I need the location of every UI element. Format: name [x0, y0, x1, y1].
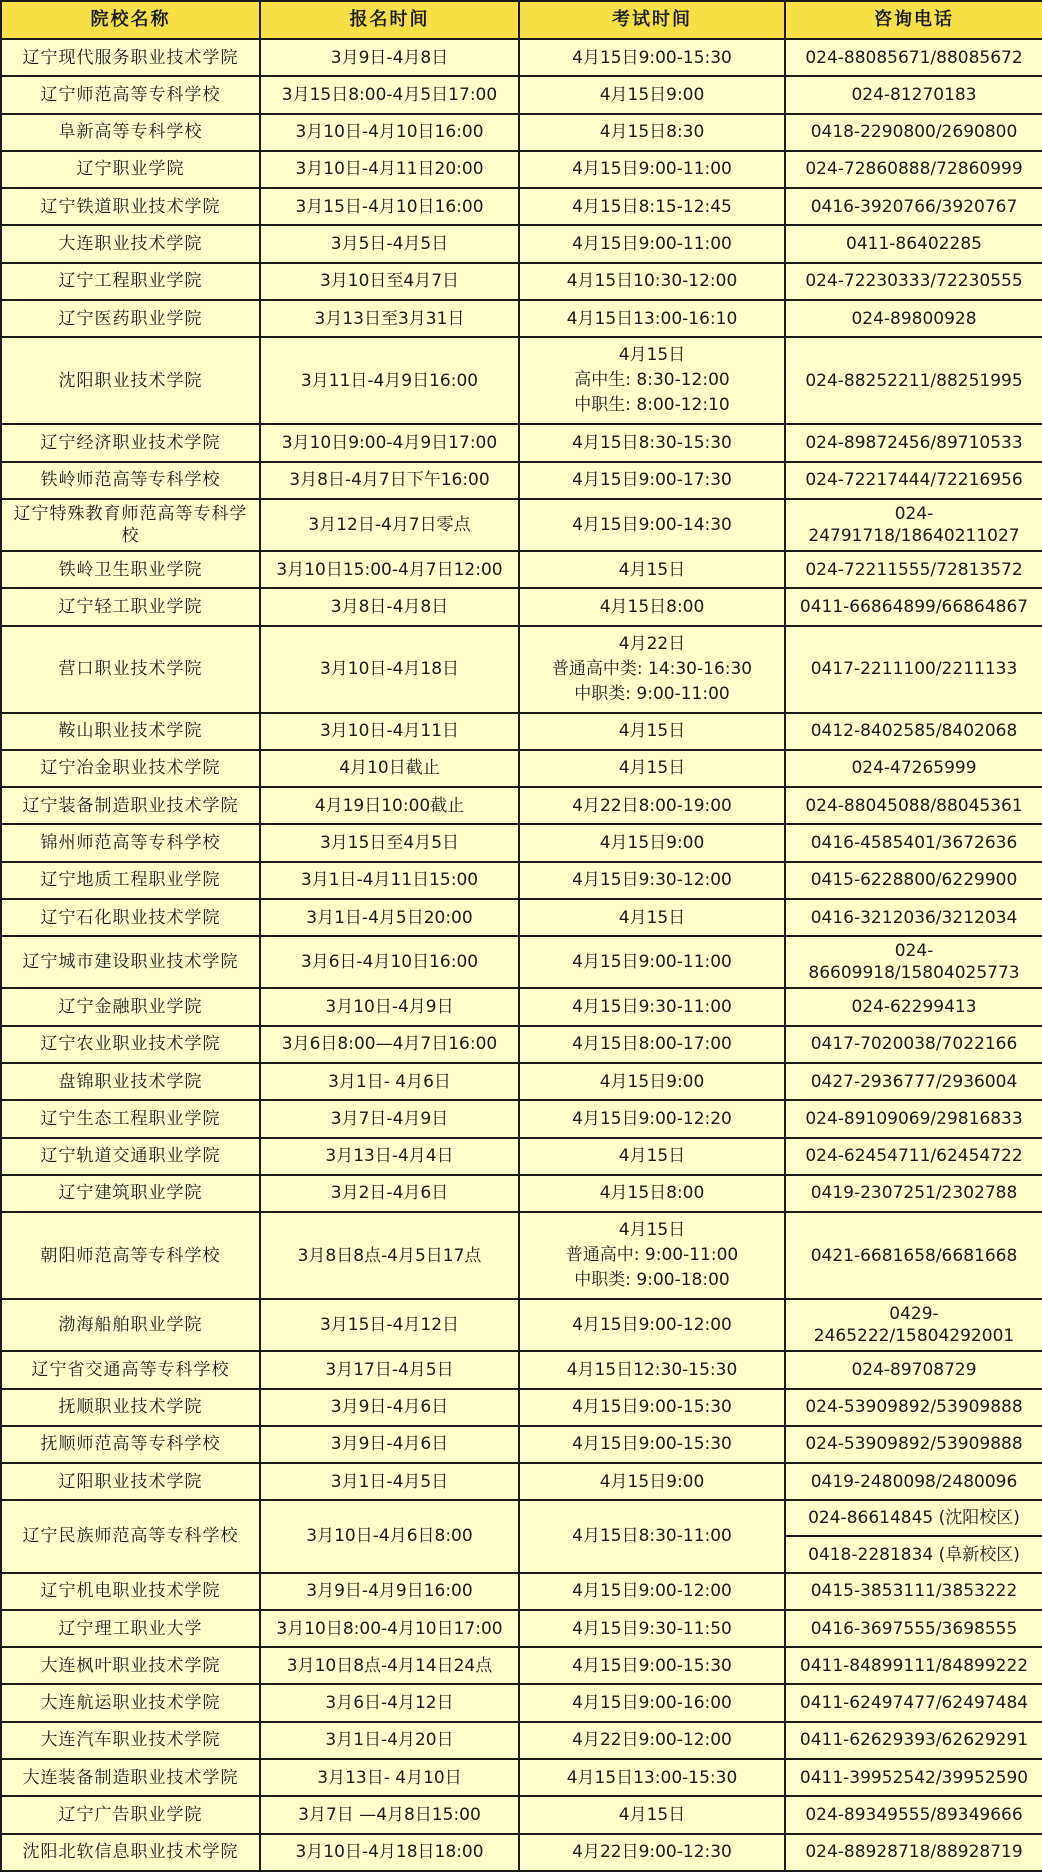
- exam-time-line: 4月15日8:30: [599, 122, 705, 143]
- table-row: [1, 1834, 1042, 1871]
- exam-time-line: 4月15日: [618, 758, 686, 779]
- phone-cell: 024-89708729: [785, 1351, 1042, 1388]
- exam-time-line: 4月15日9:00-11:00: [572, 952, 732, 973]
- exam-time-line: 4月15日: [618, 1220, 686, 1241]
- exam-time-cell: [519, 588, 785, 625]
- exam-time-line: 高中生: 8:30-12:00: [574, 370, 730, 391]
- table-row: [1, 588, 1042, 625]
- registration-time-cell: 3月8日-4月8日: [260, 588, 519, 625]
- school-name-cell: 辽宁特殊教育师范高等专科学校: [1, 499, 260, 551]
- table-row: [1, 1426, 1042, 1463]
- exam-time-cell: [519, 1610, 785, 1647]
- school-name-cell: 辽阳职业技术学院: [1, 1463, 260, 1500]
- exam-time-cell: [519, 1684, 785, 1721]
- registration-time-cell: 3月8日-4月7日下午16:00: [260, 462, 519, 499]
- school-name-cell: 营口职业技术学院: [1, 626, 260, 713]
- registration-time-cell: 3月17日-4月5日: [260, 1351, 519, 1388]
- table-row: [1, 76, 1042, 113]
- exam-time-line: 4月15日13:00-16:10: [566, 308, 738, 329]
- phone-cell: 0416-4585401/3672636: [785, 824, 1042, 861]
- registration-time-cell: 3月13日-4月4日: [260, 1138, 519, 1175]
- exam-time-cell: [519, 1026, 785, 1063]
- table-row: [1, 824, 1042, 861]
- phone-cell: 024-47265999: [785, 750, 1042, 787]
- table-row: [1, 263, 1042, 300]
- exam-time-line: 4月15日: [618, 721, 686, 742]
- exam-time-cell: [519, 750, 785, 787]
- exam-time-cell: [519, 1212, 785, 1299]
- school-name-cell: 沈阳北软信息职业技术学院: [1, 1834, 260, 1871]
- phone-cell: 024-88085671/88085672: [785, 39, 1042, 76]
- phone-cell: 0419-2480098/2480096: [785, 1463, 1042, 1500]
- school-name-cell: 辽宁建筑职业学院: [1, 1175, 260, 1212]
- exam-time-cell: [519, 1500, 785, 1572]
- registration-time-cell: 3月6日-4月10日16:00: [260, 936, 519, 988]
- registration-time-cell: 3月15日-4月10日16:00: [260, 188, 519, 225]
- phone-cell: 024-72230333/72230555: [785, 263, 1042, 300]
- registration-time-cell: 3月12日-4月7日零点: [260, 499, 519, 551]
- phone-cell: 024-89800928: [785, 300, 1042, 337]
- exam-time-cell: [519, 1796, 785, 1833]
- table-row: [1, 1063, 1042, 1100]
- registration-time-cell: 3月10日8点-4月14日24点: [260, 1647, 519, 1684]
- school-name-cell: 辽宁民族师范高等专科学校: [1, 1500, 260, 1572]
- exam-time-cell: [519, 263, 785, 300]
- registration-time-cell: 3月1日-4月5日: [260, 1463, 519, 1500]
- exam-time-line: 4月15日9:00-11:00: [572, 234, 732, 254]
- exam-time-cell: [519, 1299, 785, 1351]
- exam-time-line: 4月15日9:00-14:30: [572, 514, 732, 535]
- registration-time-cell: 3月15日8:00-4月5日17:00: [260, 76, 519, 113]
- exam-time-line: 4月15日9:30-11:00: [572, 996, 732, 1017]
- table-row: [1, 1351, 1042, 1388]
- registration-time-cell: 4月19日10:00截止: [260, 787, 519, 824]
- school-name-cell: 辽宁生态工程职业学院: [1, 1100, 260, 1137]
- exam-time-cell: [519, 936, 785, 988]
- exam-time-cell: [519, 462, 785, 499]
- school-name-cell: 阜新高等专科学校: [1, 114, 260, 151]
- school-name-cell: 辽宁轨道交通职业学院: [1, 1138, 260, 1175]
- phone-cell: 0411-66864899/66864867: [785, 588, 1042, 625]
- table-row: [1, 936, 1042, 988]
- exam-time-line: 4月15日9:00-12:00: [572, 1315, 732, 1336]
- exam-time-line: 4月15日8:00-17:00: [572, 1034, 732, 1055]
- header-exam-time: 考试时间: [519, 1, 785, 39]
- phone-cell: 024-24791718/18640211027: [785, 499, 1042, 551]
- registration-time-cell: 4月10日截止: [260, 750, 519, 787]
- school-name-cell: 辽宁职业学院: [1, 151, 260, 188]
- exam-time-line: 4月22日: [618, 633, 686, 654]
- exam-time-line: 4月15日8:30-15:30: [572, 432, 732, 453]
- registration-time-cell: 3月5日-4月5日: [260, 225, 519, 262]
- exam-time-cell: [519, 151, 785, 188]
- exam-time-line: 4月15日: [618, 907, 686, 928]
- phone-cell: 024-62454711/62454722: [785, 1138, 1042, 1175]
- school-name-cell: 大连装备制造职业技术学院: [1, 1759, 260, 1796]
- table-row: [1, 1573, 1042, 1610]
- table-row: [1, 713, 1042, 750]
- phone-cell: 0411-62497477/62497484: [785, 1684, 1042, 1721]
- school-name-cell: 辽宁轻工职业学院: [1, 588, 260, 625]
- registration-time-cell: 3月1日-4月20日: [260, 1722, 519, 1759]
- phone-cell: 024-72217444/72216956: [785, 462, 1042, 499]
- registration-time-cell: 3月10日15:00-4月7日12:00: [260, 551, 519, 588]
- table-row: [1, 750, 1042, 787]
- exam-time-line: 4月15日9:00-12:00: [572, 1581, 732, 1602]
- school-name-cell: 辽宁装备制造职业技术学院: [1, 787, 260, 824]
- phone-cell: 0416-3920766/3920767: [785, 188, 1042, 225]
- exam-time-line: 4月15日: [618, 1804, 686, 1825]
- registration-time-cell: 3月7日-4月9日: [260, 1100, 519, 1137]
- registration-time-cell: 3月8日8点-4月5日17点: [260, 1212, 519, 1299]
- exam-time-cell: [519, 225, 785, 262]
- table-row: [1, 1647, 1042, 1684]
- exam-time-line: 4月15日9:00: [599, 1471, 705, 1492]
- registration-time-cell: 3月10日-4月18日18:00: [260, 1834, 519, 1871]
- school-name-cell: 辽宁农业职业技术学院: [1, 1026, 260, 1063]
- phone-cell: 0412-8402585/8402068: [785, 713, 1042, 750]
- exam-time-line: 4月15日9:30-11:50: [572, 1618, 732, 1639]
- exam-time-line: 4月22日8:00-19:00: [572, 795, 732, 816]
- phone-cell: 0419-2307251/2302788: [785, 1175, 1042, 1212]
- table-row: [1, 114, 1042, 151]
- exam-time-cell: [519, 337, 785, 424]
- phone-cell: 024-86609918/15804025773: [785, 936, 1042, 988]
- exam-time-line: 4月15日13:00-15:30: [566, 1767, 738, 1788]
- exam-time-cell: [519, 1063, 785, 1100]
- exam-time-line: 4月15日9:00-15:30: [572, 1397, 732, 1418]
- exam-time-cell: [519, 862, 785, 899]
- phone-cell: 024-88928718/88928719: [785, 1834, 1042, 1871]
- exam-time-line: 普通高中类: 14:30-16:30: [551, 658, 753, 679]
- exam-time-line: 4月15日: [618, 1146, 686, 1167]
- registration-time-cell: 3月9日-4月6日: [260, 1426, 519, 1463]
- registration-time-cell: 3月6日8:00—4月7日16:00: [260, 1026, 519, 1063]
- registration-time-cell: 3月15日-4月12日: [260, 1299, 519, 1351]
- registration-time-cell: 3月11日-4月9日16:00: [260, 337, 519, 424]
- registration-time-cell: 3月10日-4月18日: [260, 626, 519, 713]
- table-row: [1, 1500, 1042, 1536]
- phone-cell: 024-81270183: [785, 76, 1042, 113]
- phone-cell: 0429-2465222/15804292001: [785, 1299, 1042, 1351]
- table-row: [1, 626, 1042, 713]
- exam-time-cell: [519, 1426, 785, 1463]
- school-name-cell: 大连航运职业技术学院: [1, 1684, 260, 1721]
- school-name-cell: 辽宁广告职业学院: [1, 1796, 260, 1833]
- school-name-cell: 辽宁金融职业学院: [1, 988, 260, 1025]
- exam-time-line: 4月15日8:15-12:45: [572, 196, 732, 217]
- table-row: [1, 899, 1042, 936]
- phone-cell: 0427-2936777/2936004: [785, 1063, 1042, 1100]
- table-row: [1, 1684, 1042, 1721]
- phone-cell: 024-86614845 (沈阳校区): [785, 1500, 1042, 1536]
- exam-time-cell: [519, 1834, 785, 1871]
- table-row: [1, 1026, 1042, 1063]
- school-name-cell: 抚顺师范高等专科学校: [1, 1426, 260, 1463]
- exam-time-line: 4月15日9:00-15:30: [572, 1655, 732, 1676]
- registration-time-cell: 3月10日-4月10日16:00: [260, 114, 519, 151]
- school-name-cell: 大连汽车职业技术学院: [1, 1722, 260, 1759]
- table-row: [1, 424, 1042, 461]
- table-row: [1, 1796, 1042, 1833]
- school-name-cell: 铁岭师范高等专科学校: [1, 462, 260, 499]
- registration-time-cell: 3月10日-4月9日: [260, 988, 519, 1025]
- school-name-cell: 辽宁城市建设职业技术学院: [1, 936, 260, 988]
- table-row: [1, 39, 1042, 76]
- exam-time-line: 4月22日9:00-12:30: [572, 1842, 732, 1863]
- school-name-cell: 辽宁工程职业学院: [1, 263, 260, 300]
- exam-time-cell: [519, 76, 785, 113]
- exam-time-cell: [519, 551, 785, 588]
- header-phone: 咨询电话: [785, 1, 1042, 39]
- school-name-cell: 辽宁师范高等专科学校: [1, 76, 260, 113]
- school-name-cell: 抚顺职业技术学院: [1, 1389, 260, 1426]
- exam-time-line: 4月15日8:00: [599, 1183, 705, 1204]
- school-name-cell: 辽宁医药职业学院: [1, 300, 260, 337]
- exam-time-cell: [519, 1463, 785, 1500]
- exam-time-cell: [519, 1175, 785, 1212]
- exam-time-line: 4月15日9:00: [599, 832, 705, 853]
- school-name-cell: 辽宁机电职业技术学院: [1, 1573, 260, 1610]
- school-name-cell: 锦州师范高等专科学校: [1, 824, 260, 861]
- table-row: [1, 225, 1042, 262]
- table-row: [1, 1610, 1042, 1647]
- exam-time-cell: [519, 1759, 785, 1796]
- table-row: [1, 1722, 1042, 1759]
- phone-cell: 024-89349555/89349666: [785, 1796, 1042, 1833]
- school-name-cell: 辽宁地质工程职业学院: [1, 862, 260, 899]
- table-row: [1, 988, 1042, 1025]
- exam-time-line: 4月15日9:00-11:00: [572, 159, 732, 180]
- school-name-cell: 大连枫叶职业技术学院: [1, 1647, 260, 1684]
- exam-time-line: 4月15日: [618, 559, 686, 580]
- exam-time-cell: [519, 188, 785, 225]
- phone-cell: 0417-7020038/7022166: [785, 1026, 1042, 1063]
- table-row: [1, 1175, 1042, 1212]
- phone-cell: 024-89109069/29816833: [785, 1100, 1042, 1137]
- registration-time-cell: 3月9日-4月6日: [260, 1389, 519, 1426]
- exam-time-cell: [519, 626, 785, 713]
- exam-time-line: 普通高中: 9:00-11:00: [565, 1245, 739, 1266]
- school-name-cell: 辽宁冶金职业技术学院: [1, 750, 260, 787]
- exam-time-line: 4月15日: [618, 345, 686, 366]
- exam-time-line: 4月15日9:30-12:00: [572, 870, 732, 891]
- phone-cell: 024-88252211/88251995: [785, 337, 1042, 424]
- exam-time-line: 4月15日9:00-12:20: [572, 1108, 732, 1129]
- table-row: [1, 1463, 1042, 1500]
- school-name-cell: 辽宁省交通高等专科学校: [1, 1351, 260, 1388]
- exam-time-cell: [519, 424, 785, 461]
- phone-cell: 0411-39952542/39952590: [785, 1759, 1042, 1796]
- table-row: [1, 1100, 1042, 1137]
- table-row: [1, 1389, 1042, 1426]
- exam-time-cell: [519, 988, 785, 1025]
- table-row: [1, 300, 1042, 337]
- exam-time-cell: [519, 300, 785, 337]
- school-name-cell: 辽宁石化职业技术学院: [1, 899, 260, 936]
- school-name-cell: 辽宁现代服务职业技术学院: [1, 39, 260, 76]
- exam-time-cell: [519, 114, 785, 151]
- table-row: [1, 1138, 1042, 1175]
- table-row: [1, 499, 1042, 551]
- phone-cell: 024-62299413: [785, 988, 1042, 1025]
- exam-time-cell: [519, 1647, 785, 1684]
- registration-time-cell: 3月10日-4月6日8:00: [260, 1500, 519, 1572]
- registration-time-cell: 3月10日8:00-4月10日17:00: [260, 1610, 519, 1647]
- registration-time-cell: 3月1日-4月5日20:00: [260, 899, 519, 936]
- exam-time-line: 中职生: 8:00-12:10: [574, 395, 730, 416]
- exam-time-cell: [519, 1722, 785, 1759]
- exam-time-cell: [519, 713, 785, 750]
- school-name-cell: 辽宁理工职业大学: [1, 1610, 260, 1647]
- phone-cell: 024-72860888/72860999: [785, 151, 1042, 188]
- exam-time-cell: [519, 1100, 785, 1137]
- phone-cell: 0411-62629393/62629291: [785, 1722, 1042, 1759]
- phone-cell: 0415-3853111/3853222: [785, 1573, 1042, 1610]
- phone-cell: 024-53909892/53909888: [785, 1426, 1042, 1463]
- registration-time-cell: 3月10日9:00-4月9日17:00: [260, 424, 519, 461]
- phone-cell: 0418-2281834 (阜新校区): [785, 1536, 1042, 1572]
- school-name-cell: 朝阳师范高等专科学校: [1, 1212, 260, 1299]
- registration-time-cell: 3月10日至4月7日: [260, 263, 519, 300]
- exam-time-line: 4月15日8:00: [599, 596, 705, 617]
- school-name-cell: 渤海船舶职业学院: [1, 1299, 260, 1351]
- exam-time-cell: [519, 499, 785, 551]
- table-row: [1, 188, 1042, 225]
- exam-time-cell: [519, 1389, 785, 1426]
- registration-time-cell: 3月10日-4月11日: [260, 713, 519, 750]
- exam-time-line: 中职类: 9:00-18:00: [574, 1270, 730, 1291]
- school-name-cell: 辽宁经济职业技术学院: [1, 424, 260, 461]
- exam-time-cell: [519, 39, 785, 76]
- exam-time-line: 4月22日9:00-12:00: [572, 1730, 732, 1751]
- phone-cell: 0416-3212036/3212034: [785, 899, 1042, 936]
- table-row: [1, 462, 1042, 499]
- header-row: [1, 1, 1042, 39]
- exam-time-cell: [519, 1351, 785, 1388]
- registration-time-cell: 3月15日至4月5日: [260, 824, 519, 861]
- exam-time-cell: [519, 1573, 785, 1610]
- phone-cell: 024-89872456/89710533: [785, 424, 1042, 461]
- exam-time-line: 4月15日10:30-12:00: [566, 271, 738, 292]
- phone-cell: 0411-86402285: [785, 225, 1042, 262]
- phone-cell: 0415-6228800/6229900: [785, 862, 1042, 899]
- table-row: [1, 551, 1042, 588]
- school-name-cell: 沈阳职业技术学院: [1, 337, 260, 424]
- phone-cell: 0416-3697555/3698555: [785, 1610, 1042, 1647]
- registration-time-cell: 3月13日至3月31日: [260, 300, 519, 337]
- table-row: [1, 787, 1042, 824]
- exam-time-line: 4月15日9:00-15:30: [572, 47, 732, 68]
- exam-time-line: 4月15日9:00-15:30: [572, 1434, 732, 1455]
- exam-time-cell: [519, 1138, 785, 1175]
- table-row: [1, 1299, 1042, 1351]
- exam-time-cell: [519, 899, 785, 936]
- school-name-cell: 辽宁铁道职业技术学院: [1, 188, 260, 225]
- table-row: [1, 151, 1042, 188]
- registration-time-cell: 3月2日-4月6日: [260, 1175, 519, 1212]
- table-row: [1, 862, 1042, 899]
- registration-time-cell: 3月10日-4月11日20:00: [260, 151, 519, 188]
- school-name-cell: 大连职业技术学院: [1, 225, 260, 262]
- phone-cell: 0411-84899111/84899222: [785, 1647, 1042, 1684]
- phone-cell: 0418-2290800/2690800: [785, 114, 1042, 151]
- exam-time-cell: [519, 787, 785, 824]
- exam-time-cell: [519, 824, 785, 861]
- registration-time-cell: 3月9日-4月9日16:00: [260, 1573, 519, 1610]
- exam-time-line: 4月15日9:00-17:30: [572, 470, 732, 491]
- phone-cell: 024-88045088/88045361: [785, 787, 1042, 824]
- school-name-cell: 鞍山职业技术学院: [1, 713, 260, 750]
- registration-time-cell: 3月1日-4月11日15:00: [260, 862, 519, 899]
- exam-time-line: 中职类: 9:00-11:00: [574, 683, 730, 704]
- header-name: 院校名称: [1, 1, 260, 39]
- registration-time-cell: 3月9日-4月8日: [260, 39, 519, 76]
- exam-time-line: 4月15日9:00: [599, 1071, 705, 1092]
- table-row: [1, 1759, 1042, 1796]
- table-row: [1, 337, 1042, 424]
- school-name-cell: 盘锦职业技术学院: [1, 1063, 260, 1100]
- header-registration-time: 报名时间: [260, 1, 519, 39]
- phone-cell: 0421-6681658/6681668: [785, 1212, 1042, 1299]
- exam-time-line: 4月15日8:30-11:00: [572, 1526, 732, 1547]
- registration-time-cell: 3月7日 —4月8日15:00: [260, 1796, 519, 1833]
- phone-cell: 024-72211555/72813572: [785, 551, 1042, 588]
- exam-time-line: 4月15日9:00: [599, 84, 705, 105]
- exam-time-line: 4月15日12:30-15:30: [566, 1359, 738, 1380]
- exam-time-line: 4月15日9:00-16:00: [572, 1693, 732, 1714]
- school-name-cell: 铁岭卫生职业学院: [1, 551, 260, 588]
- phone-cell: 024-53909892/53909888: [785, 1389, 1042, 1426]
- registration-time-cell: 3月13日- 4月10日: [260, 1759, 519, 1796]
- registration-time-cell: 3月1日- 4月6日: [260, 1063, 519, 1100]
- table-row: [1, 1212, 1042, 1299]
- registration-time-cell: 3月6日-4月12日: [260, 1684, 519, 1721]
- phone-cell: 0417-2211100/2211133: [785, 626, 1042, 713]
